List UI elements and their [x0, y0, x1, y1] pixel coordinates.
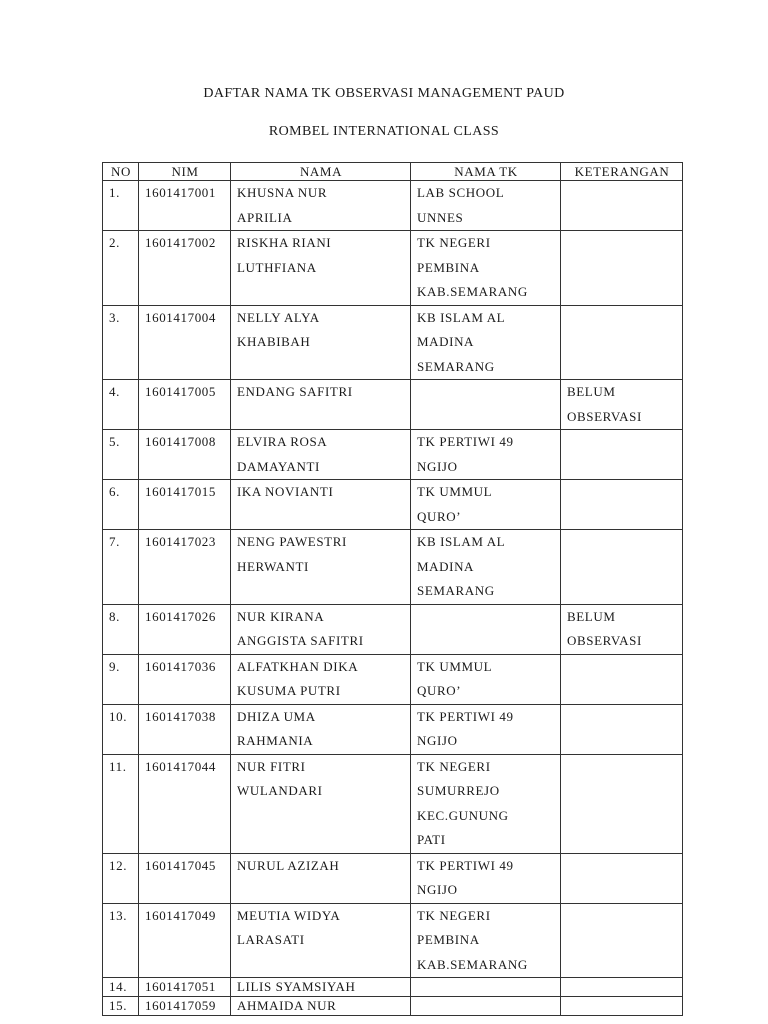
cell-no-text: 11. [109, 758, 127, 774]
cell-keterangan [561, 654, 683, 704]
cell-keterangan [561, 480, 683, 530]
cell-nama [231, 903, 411, 978]
cell-nama-tk-line: KAB.SEMARANG [417, 956, 528, 972]
cell-nim [139, 604, 231, 654]
cell-nama-line: DHIZA UMA [237, 708, 316, 724]
cell-nama-tk-line: UNNES [417, 209, 464, 225]
cell-no-text: 5. [109, 434, 120, 449]
cell-nama-tk [411, 853, 561, 903]
table-row [103, 480, 683, 530]
cell-no [103, 480, 139, 530]
cell-nim [139, 853, 231, 903]
cell-nim [139, 997, 231, 1016]
cell-nama-tk-line: TK NEGERI [417, 907, 491, 923]
cell-nama-line: ELVIRA ROSA [237, 434, 328, 449]
cell-no [103, 978, 139, 997]
cell-nama-tk-line: TK NEGERI [417, 235, 491, 250]
table-row [103, 231, 683, 306]
cell-nama-tk-line: QURO’ [417, 508, 462, 524]
cell-nim [139, 380, 231, 430]
cell-nama-tk [411, 754, 561, 853]
cell-nama-tk-line: TK PERTIWI 49 [417, 434, 514, 449]
cell-nama-tk-line: MADINA [417, 558, 475, 574]
document-title: DAFTAR NAMA TK OBSERVASI MANAGEMENT PAUD [203, 86, 565, 101]
cell-nim-text: 1601417002 [145, 235, 216, 250]
cell-nama [231, 754, 411, 853]
cell-nim [139, 704, 231, 754]
cell-no [103, 380, 139, 430]
cell-no [103, 530, 139, 605]
cell-nama-tk-line: KEC.GUNUNG [417, 807, 509, 823]
cell-keterangan [561, 978, 683, 997]
cell-keterangan-line: BELUM [567, 384, 616, 399]
cell-nama-tk-line: TK NEGERI [417, 758, 491, 774]
cell-nim [139, 530, 231, 605]
cell-nama-line: KHABIBAH [237, 334, 311, 349]
cell-no [103, 704, 139, 754]
cell-no [103, 754, 139, 853]
cell-no [103, 231, 139, 306]
cell-keterangan [561, 903, 683, 978]
cell-keterangan-line: OBSERVASI [567, 633, 642, 648]
cell-no-text: 9. [109, 658, 120, 674]
cell-nama-tk-line: SEMARANG [417, 358, 495, 374]
cell-nama-tk [411, 380, 561, 430]
cell-no [103, 903, 139, 978]
cell-nama-line: ENDANG SAFITRI [237, 384, 353, 399]
header-keterangan: KETERANGAN [561, 163, 683, 181]
cell-nama-tk-line: SEMARANG [417, 583, 495, 598]
cell-nama-tk [411, 530, 561, 605]
cell-nama-line: AHMAIDA NUR [237, 998, 337, 1013]
cell-no-text: 13. [109, 907, 128, 923]
cell-nim [139, 654, 231, 704]
cell-no-text: 3. [109, 309, 120, 325]
header-nama-tk: NAMA TK [411, 163, 561, 181]
cell-nama-tk-line: PATI [417, 832, 446, 847]
cell-nama-tk [411, 704, 561, 754]
table-row [103, 978, 683, 997]
cell-nama-line: NENG PAWESTRI [237, 534, 347, 549]
cell-no-text: 4. [109, 384, 120, 399]
cell-nim-text: 1601417001 [145, 185, 216, 200]
cell-nama [231, 604, 411, 654]
cell-nama-tk-line: MADINA [417, 334, 475, 349]
cell-nim [139, 181, 231, 231]
cell-nama-line: NELLY ALYA [237, 309, 320, 325]
cell-keterangan [561, 430, 683, 480]
cell-nama-line: LILIS SYAMSIYAH [237, 979, 356, 994]
cell-keterangan-line: OBSERVASI [567, 408, 642, 424]
cell-nim-text: 1601417036 [145, 658, 216, 674]
cell-nama [231, 430, 411, 480]
cell-nim-text: 1601417008 [145, 434, 216, 449]
cell-nim-text: 1601417004 [145, 309, 216, 325]
cell-nama-tk [411, 997, 561, 1016]
cell-keterangan [561, 997, 683, 1016]
cell-no-text: 7. [109, 534, 120, 549]
cell-keterangan [561, 181, 683, 231]
cell-nama-line: NURUL AZIZAH [237, 857, 340, 873]
cell-nama-line: NUR KIRANA [237, 608, 325, 624]
cell-nama [231, 305, 411, 380]
cell-nama-tk-line: TK UMMUL [417, 484, 493, 499]
cell-nama-tk [411, 181, 561, 231]
cell-keterangan [561, 604, 683, 654]
cell-keterangan [561, 530, 683, 605]
cell-nama-tk-line: NGIJO [417, 733, 458, 748]
cell-nama-line: HERWANTI [237, 558, 309, 574]
cell-nama-tk-line: SUMURREJO [417, 783, 500, 798]
cell-keterangan [561, 754, 683, 853]
cell-nama-tk-line: NGIJO [417, 882, 458, 897]
cell-nama-line: WULANDARI [237, 783, 323, 798]
cell-nama-line: DAMAYANTI [237, 458, 320, 474]
cell-nama-line: LARASATI [237, 932, 305, 947]
table-header-row [103, 163, 683, 181]
cell-nama [231, 380, 411, 430]
cell-nama [231, 530, 411, 605]
cell-nim [139, 480, 231, 530]
cell-nama [231, 181, 411, 231]
cell-keterangan [561, 305, 683, 380]
cell-nama-tk-line: KAB.SEMARANG [417, 284, 528, 299]
cell-nama-tk-line: PEMBINA [417, 932, 480, 947]
student-roster-table [102, 162, 683, 1016]
cell-no [103, 997, 139, 1016]
cell-no-text: 8. [109, 608, 120, 624]
cell-no-text: 12. [109, 857, 128, 873]
table-row [103, 305, 683, 380]
cell-nim-text: 1601417059 [145, 998, 216, 1013]
cell-nama-tk [411, 231, 561, 306]
table-row [103, 704, 683, 754]
cell-keterangan [561, 380, 683, 430]
cell-nama-line: LUTHFIANA [237, 259, 317, 275]
cell-nama-tk [411, 430, 561, 480]
cell-no [103, 430, 139, 480]
document-subtitle: ROMBEL INTERNATIONAL CLASS [268, 124, 500, 139]
cell-nama-line: IKA NOVIANTI [237, 484, 334, 499]
table-body [103, 181, 683, 1016]
cell-nama-line: APRILIA [237, 209, 293, 225]
cell-no [103, 181, 139, 231]
cell-nama-line: RAHMANIA [237, 733, 314, 748]
cell-nim-text: 1601417023 [145, 534, 216, 549]
cell-nim-text: 1601417026 [145, 608, 216, 624]
cell-keterangan [561, 704, 683, 754]
cell-nama-line: ANGGISTA SAFITRI [237, 633, 364, 648]
table-row [103, 997, 683, 1016]
cell-no [103, 654, 139, 704]
cell-no [103, 604, 139, 654]
cell-nama [231, 654, 411, 704]
cell-nama-tk-line: PEMBINA [417, 259, 480, 275]
cell-nim [139, 903, 231, 978]
cell-nama-line: KUSUMA PUTRI [237, 683, 341, 698]
cell-nim [139, 430, 231, 480]
header-nama: NAMA [231, 163, 411, 181]
cell-nama-tk [411, 305, 561, 380]
cell-nama-tk-line: NGIJO [417, 458, 458, 474]
cell-nama-tk [411, 480, 561, 530]
cell-no-text: 2. [109, 235, 120, 250]
cell-nama-tk [411, 604, 561, 654]
table-row [103, 530, 683, 605]
cell-nama-tk-line: TK PERTIWI 49 [417, 708, 514, 724]
cell-no [103, 305, 139, 380]
header-nim: NIM [139, 163, 231, 181]
cell-no-text: 15. [109, 998, 128, 1013]
table-row [103, 380, 683, 430]
cell-keterangan [561, 231, 683, 306]
cell-nama [231, 978, 411, 997]
table-row [103, 604, 683, 654]
cell-nim-text: 1601417044 [145, 758, 216, 774]
cell-nama [231, 997, 411, 1016]
table-row [103, 430, 683, 480]
cell-nama-tk [411, 978, 561, 997]
cell-nama [231, 231, 411, 306]
cell-nama-tk-line: QURO’ [417, 683, 462, 698]
cell-nama [231, 704, 411, 754]
cell-nim [139, 305, 231, 380]
cell-nama-line: RISKHA RIANI [237, 235, 332, 250]
cell-nama-tk-line: KB ISLAM AL [417, 534, 506, 549]
table-row [103, 903, 683, 978]
table-row [103, 754, 683, 853]
cell-no-text: 6. [109, 484, 120, 499]
cell-no [103, 853, 139, 903]
cell-no-text: 14. [109, 979, 128, 994]
cell-nama-line: MEUTIA WIDYA [237, 907, 341, 923]
cell-nim [139, 754, 231, 853]
cell-nim [139, 231, 231, 306]
cell-nama-tk-line: LAB SCHOOL [417, 185, 505, 200]
header-no: NO [103, 163, 139, 181]
cell-nama [231, 853, 411, 903]
cell-nim-text: 1601417005 [145, 384, 216, 399]
table-row [103, 654, 683, 704]
cell-no-text: 10. [109, 708, 128, 724]
cell-no-text: 1. [109, 185, 120, 200]
cell-nim-text: 1601417045 [145, 857, 216, 873]
cell-nama-tk [411, 654, 561, 704]
table-row [103, 181, 683, 231]
cell-nim-text: 1601417015 [145, 484, 216, 499]
cell-keterangan [561, 853, 683, 903]
cell-nim-text: 1601417038 [145, 708, 216, 724]
cell-nama-tk-line: TK PERTIWI 49 [417, 857, 514, 873]
cell-nama-tk-line: TK UMMUL [417, 658, 493, 674]
cell-keterangan-line: BELUM [567, 608, 616, 624]
cell-nama-line: NUR FITRI [237, 758, 306, 774]
cell-nim [139, 978, 231, 997]
cell-nama-tk [411, 903, 561, 978]
cell-nama-tk-line: KB ISLAM AL [417, 309, 506, 325]
table-row [103, 853, 683, 903]
cell-nim-text: 1601417049 [145, 907, 216, 923]
cell-nim-text: 1601417051 [145, 979, 216, 994]
cell-nama-line: ALFATKHAN DIKA [237, 658, 359, 674]
cell-nama [231, 480, 411, 530]
cell-nama-line: KHUSNA NUR [237, 185, 328, 200]
